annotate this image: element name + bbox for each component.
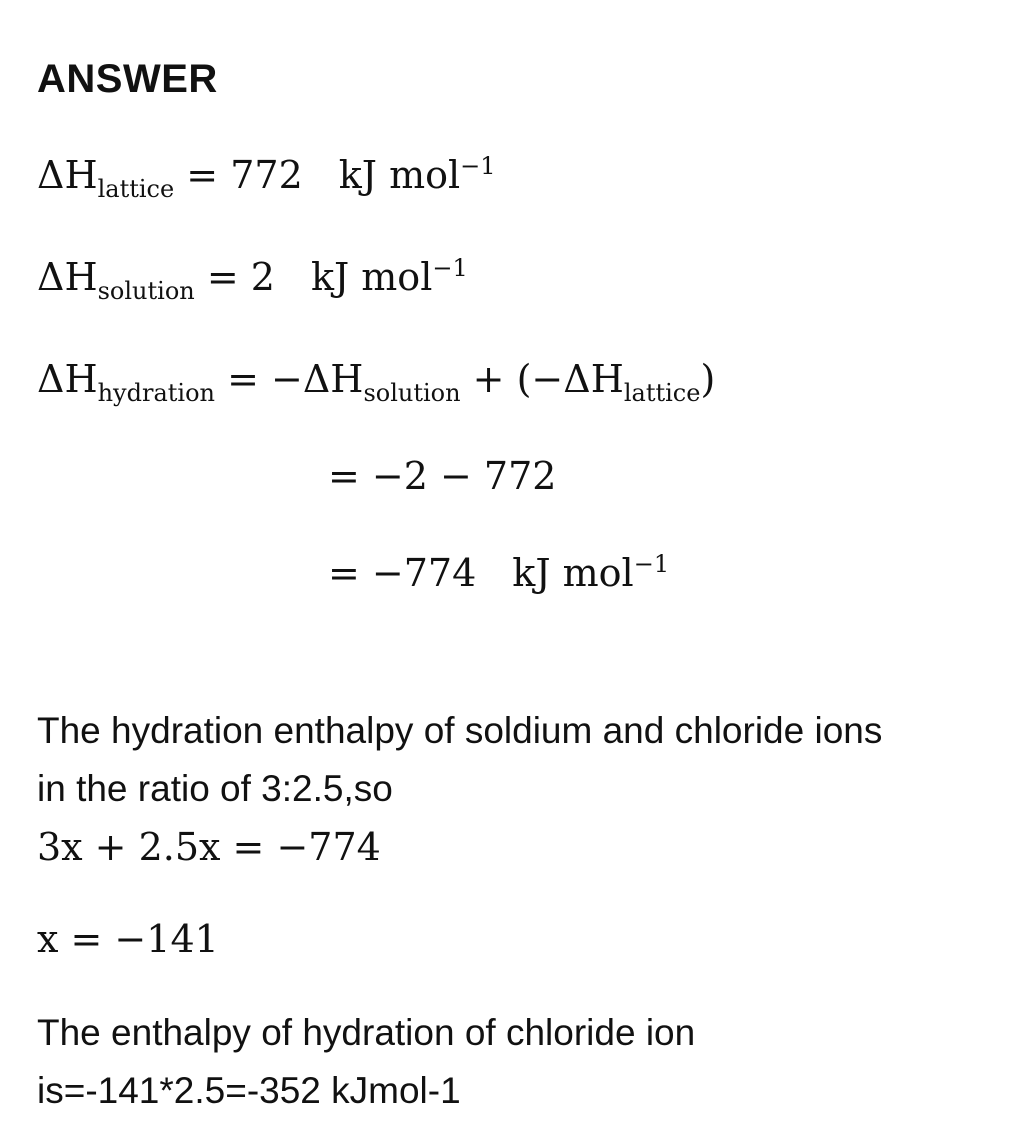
delta-h-symbol: ΔH: [37, 255, 98, 299]
equals-sign: =: [206, 255, 239, 299]
equals-sign: =: [227, 357, 259, 401]
hydration-subscript: hydration: [97, 379, 215, 407]
solution-equation: [37, 254, 468, 305]
hydration-equation: [37, 356, 716, 407]
neg-delta-h-symbol: −ΔH: [271, 357, 364, 401]
lattice-subscript: lattice: [623, 379, 701, 407]
unit-exponent: −1: [460, 152, 496, 180]
lattice-value: 772: [230, 153, 303, 197]
equals-sign: =: [186, 153, 219, 197]
lattice-subscript: lattice: [97, 175, 175, 203]
hydration-step-2: [328, 550, 669, 596]
x-equation: [37, 916, 219, 962]
unit-label: kJ mol: [310, 255, 433, 299]
sum-equation-text: 3x + 2.5x = −774: [37, 825, 381, 869]
ratio-line-2: in the ratio of 3:2.5,so: [37, 768, 393, 809]
delta-h-symbol: ΔH: [37, 357, 98, 401]
solution-value: 2: [250, 255, 275, 299]
step-2-value: = −774: [328, 551, 477, 595]
answer-heading: ANSWER: [37, 57, 218, 101]
lattice-equation: [37, 152, 496, 203]
unit-exponent: −1: [432, 254, 468, 282]
ratio-paragraph: [37, 702, 882, 818]
unit-label: kJ mol: [512, 551, 634, 595]
x-equation-text: x = −141: [37, 917, 219, 961]
solution-subscript: solution: [97, 277, 195, 305]
sum-equation: [37, 824, 381, 870]
chloride-line-2: is=-141*2.5=-352 kJmol-1: [37, 1070, 461, 1111]
open-paren-term: (−ΔH: [516, 357, 624, 401]
unit-label: kJ mol: [338, 153, 461, 197]
delta-h-symbol: ΔH: [37, 153, 98, 197]
step-1-text: = −2 − 772: [328, 454, 557, 498]
ratio-line-1: The hydration enthalpy of soldium and chloride ions: [37, 710, 883, 751]
hydration-step-1: [328, 453, 556, 499]
solution-subscript: solution: [363, 379, 461, 407]
unit-exponent: −1: [633, 550, 670, 578]
chloride-line-1: The enthalpy of hydration of chloride ion: [37, 1012, 696, 1053]
plus-sign: +: [472, 357, 505, 401]
close-paren: ): [700, 357, 716, 401]
chloride-paragraph: [37, 1004, 695, 1120]
